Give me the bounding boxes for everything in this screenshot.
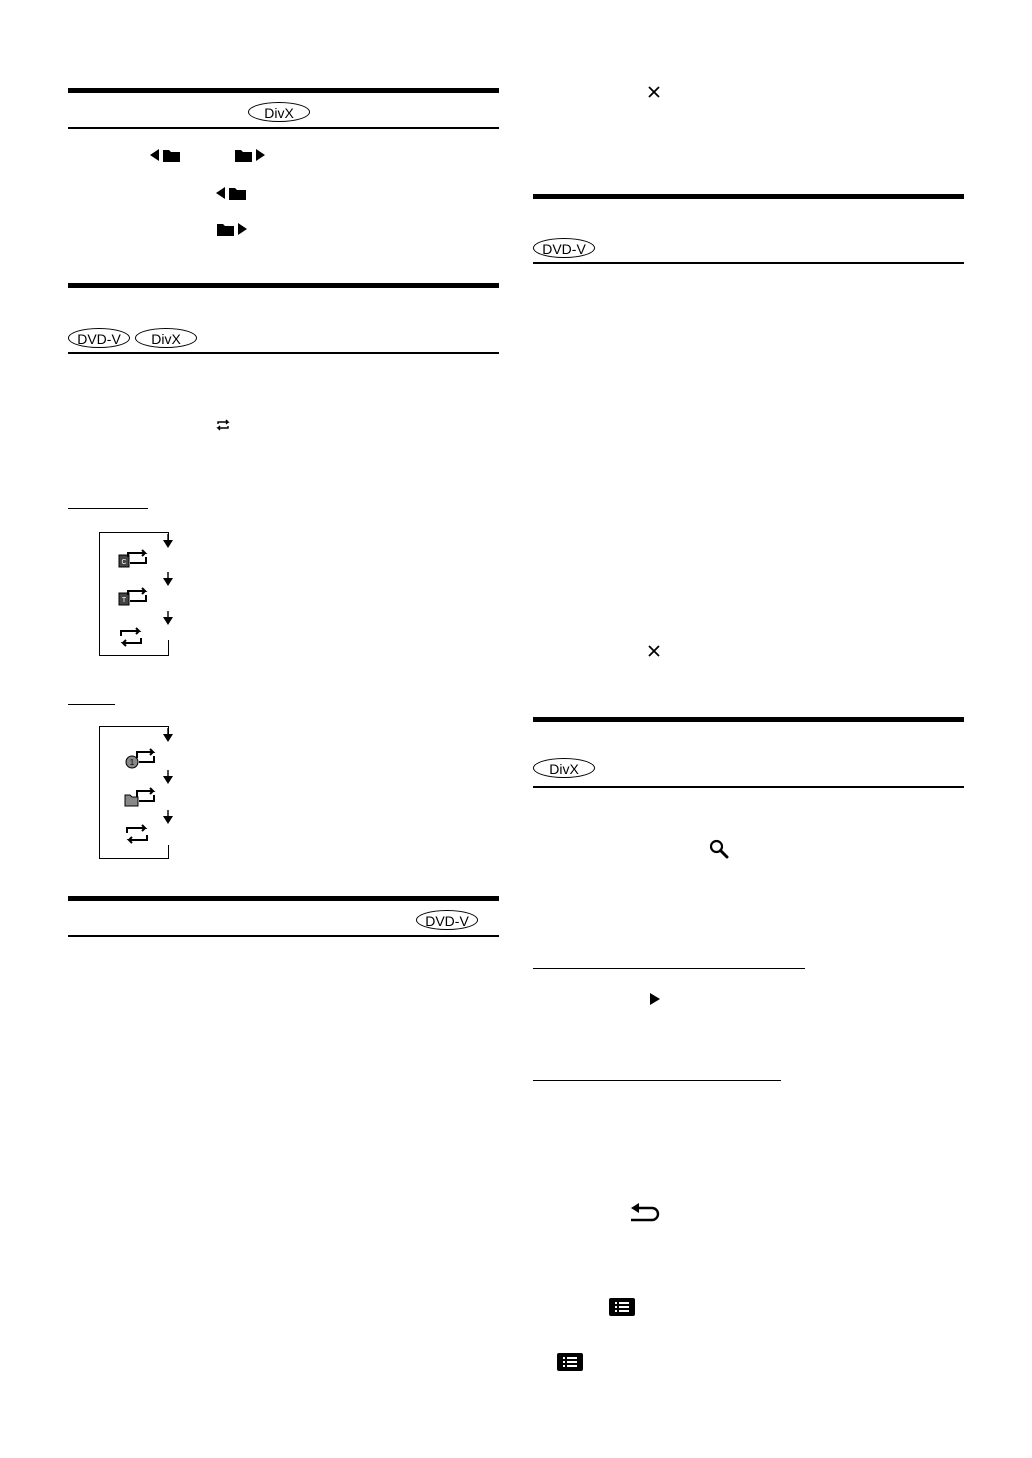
repeat-off-icon [124,823,150,847]
arrow-down-icon [162,572,174,586]
section-rule [533,786,964,788]
menu-list-icon [609,1298,635,1316]
search-icon [709,839,729,859]
arrow-down-icon [162,770,174,784]
repeat-one-icon [124,746,158,770]
repeat-icon [215,419,231,431]
divx-badge: DivX [533,758,595,778]
section-rule [68,896,499,901]
arrow-down-icon [162,810,174,824]
dvd-v-badge: DVD-V [533,238,595,258]
repeat-folder-icon [124,785,158,809]
section-rule [533,717,964,722]
section-rule [68,88,499,93]
subheading-underline [533,968,805,969]
menu-list-icon [557,1353,583,1371]
arrow-down-icon [162,611,174,625]
svg-text:T: T [121,597,127,604]
folder-previous-icon [216,186,248,200]
dvd-v-badge: DVD-V [416,910,478,930]
section-rule [533,194,964,199]
arrow-down-icon [162,534,174,548]
folder-previous-icon [150,148,182,162]
folder-next-icon [234,148,266,162]
divx-badge: DivX [248,102,310,122]
arrow-down-icon [162,728,174,742]
section-rule [68,935,499,937]
svg-text:1: 1 [129,758,135,767]
divx-badge: DivX [135,328,197,348]
folder-next-icon [216,222,248,236]
section-rule [533,262,964,264]
dvd-v-badge: DVD-V [68,328,130,348]
section-rule [68,127,499,129]
repeat-title-icon [118,585,150,609]
subheading-underline [533,1080,781,1081]
close-icon [648,645,660,657]
close-icon [648,86,660,98]
repeat-off-icon [118,626,144,650]
repeat-chapter-icon [118,547,150,571]
subheading-underline [68,508,148,509]
section-rule [68,283,499,288]
svg-text:C: C [121,559,127,566]
play-icon [650,993,660,1005]
subheading-underline [68,704,115,705]
back-icon [630,1203,662,1223]
section-rule [68,352,499,354]
